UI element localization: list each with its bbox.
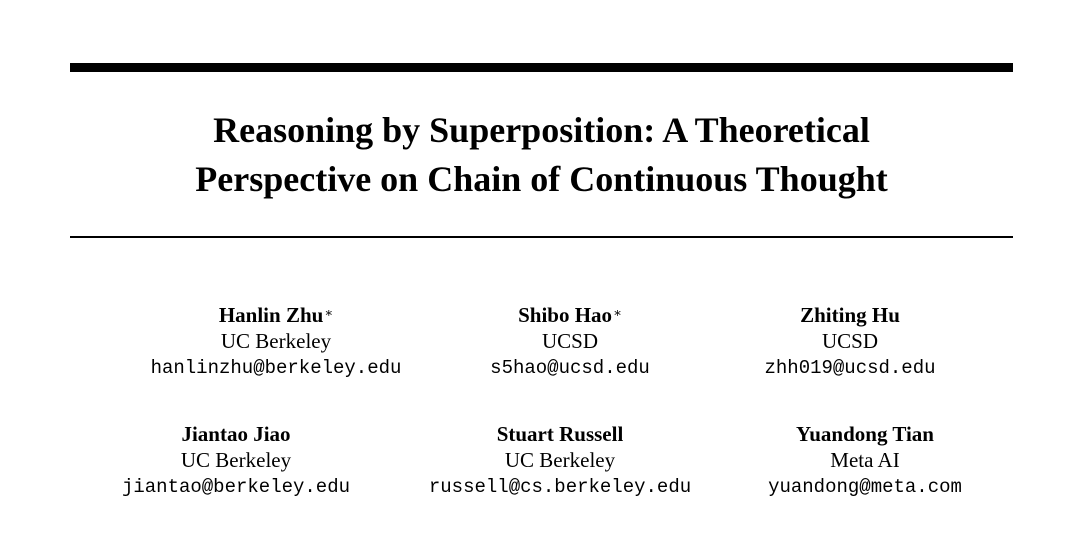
author-email: zhh019@ucsd.edu bbox=[764, 357, 936, 379]
author-name: Jiantao Jiao bbox=[181, 422, 291, 446]
author-name: Stuart Russell bbox=[496, 422, 624, 446]
author-block bbox=[695, 421, 1035, 501]
equal-contribution-mark: ∗ bbox=[613, 305, 622, 320]
author-name: Zhiting Hu bbox=[800, 303, 900, 327]
author-email: s5hao@ucsd.edu bbox=[490, 357, 650, 379]
title-top-rule bbox=[70, 63, 1013, 72]
author-block bbox=[680, 302, 1020, 382]
author-name: Yuandong Tian bbox=[796, 422, 934, 446]
author-email: russell@cs.berkeley.edu bbox=[428, 476, 692, 498]
author-affiliation: UC Berkeley bbox=[180, 448, 292, 472]
author-block bbox=[106, 302, 446, 382]
author-affiliation: UCSD bbox=[541, 329, 599, 353]
author-name: Hanlin Zhu∗ bbox=[218, 303, 334, 327]
title-bottom-rule bbox=[70, 236, 1013, 238]
author-block bbox=[66, 421, 406, 501]
author-affiliation: UC Berkeley bbox=[220, 329, 332, 353]
author-affiliation: UCSD bbox=[821, 329, 879, 353]
author-name: Shibo Hao∗ bbox=[518, 303, 622, 327]
author-block bbox=[390, 421, 730, 501]
equal-contribution-mark: ∗ bbox=[324, 305, 334, 320]
paper-title bbox=[70, 106, 1013, 204]
author-affiliation: Meta AI bbox=[830, 448, 900, 472]
author-affiliation: UC Berkeley bbox=[504, 448, 616, 472]
author-email: yuandong@meta.com bbox=[768, 476, 962, 498]
author-email: jiantao@berkeley.edu bbox=[121, 476, 351, 498]
author-email: hanlinzhu@berkeley.edu bbox=[150, 357, 402, 379]
title-line-1: Reasoning by Superposition: A Theoretical bbox=[213, 110, 870, 150]
title-line-2: Perspective on Chain of Continuous Thought bbox=[195, 159, 888, 199]
